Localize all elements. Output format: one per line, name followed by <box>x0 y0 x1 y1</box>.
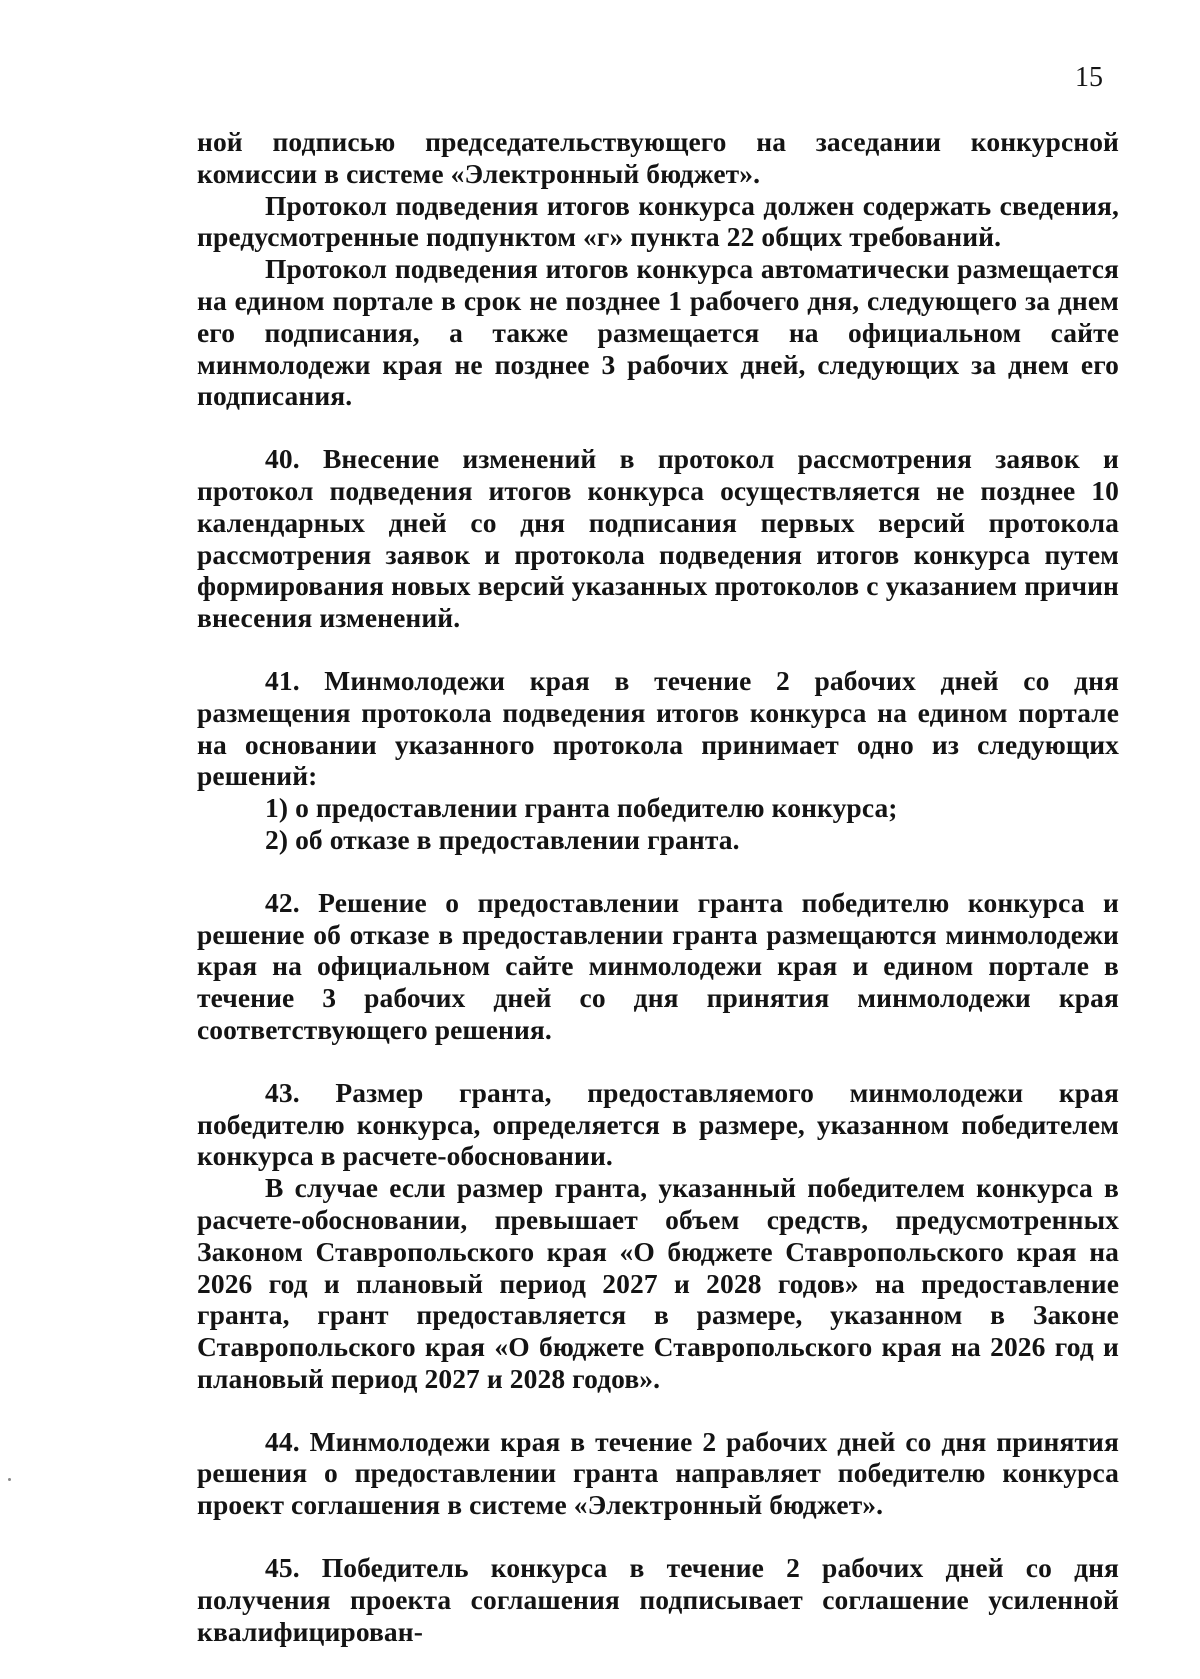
paragraph-41-item-2: 2) об отказе в предоставлении гранта. <box>265 823 740 855</box>
paragraph-41-item-1: 1) о предоставлении гранта победителю конкурса; <box>265 792 898 824</box>
paragraph-44: 44. Минмолодежи края в течение 2 рабочих дней со дня принятия решения о предоставлении гранта направляет победителю конкурса проект соглашения в системе «Электронный бюджет». <box>197 1425 1119 1521</box>
paragraph-41: 41. Минмолодежи края в течение 2 рабочих дней со дня размещения протокола подведения итогов конкурса на едином портале на основании указанного протокола принимает одно из следующих решений: <box>197 664 1119 792</box>
paragraph-43: 43. Размер гранта, предоставляемого минмолодежи края победителю конкурса, определяется в размере, указанном победителем конкурса в расчете-обосновании. <box>197 1076 1119 1172</box>
paragraph-42: 42. Решение о предоставлении гранта победителю конкурса и решение об отказе в предоставлении гранта размещаются минмолодежи края на официальном сайте минмолодежи края и едином портале в течение 3 рабочих дней со дня принятия минмолодежи края соответствующего решения. <box>197 886 1119 1045</box>
scan-speck <box>8 1478 11 1481</box>
paragraph-protocol-contents: Протокол подведения итогов конкурса должен содержать сведения, предусмотренные подпунктом «г» пункта 22 общих требований. <box>197 189 1119 253</box>
document-body <box>197 126 1119 1647</box>
paragraph-40: 40. Внесение изменений в протокол рассмотрения заявок и протокол подведения итогов конкурса осуществляется не позднее 10 календарных дней со дня подписания первых версий протокола рассмотрения заявок и протокола подведения итогов конкурса путем формирования новых версий указанных протоколов с указанием причин внесения изменений. <box>197 443 1119 634</box>
paragraph-45: 45. Победитель конкурса в течение 2 рабочих дней со дня получения проекта соглашения подписывает соглашение усиленной квалифицирован- <box>197 1552 1119 1647</box>
paragraph-protocol-publication: Протокол подведения итогов конкурса автоматически размещается на едином портале в срок не позднее 1 рабочего дня, следующего за днем его подписания, а также размещается на официальном сайте минмолодежи края не позднее 3 рабочих дней, следующих за днем его подписания. <box>197 253 1119 412</box>
page-number: 15 <box>1075 62 1103 93</box>
paragraph-continuation: ной подписью председательствующего на заседании конкурсной комиссии в системе «Электронный бюджет». <box>197 126 1119 189</box>
paragraph-43-continued: В случае если размер гранта, указанный победителем конкурса в расчете-обосновании, превышает объем средств, предусмотренных Законом Ставропольского края «О бюджете Ставропольского края на 2026 год и плановый период 2027 и 2028 годов» на предоставление гранта, грант предоставляется в размере, указанном в Законе Ставропольского края «О бюджете Ставропольского края на 2026 год и плановый период 2027 и 2028 годов». <box>197 1172 1119 1394</box>
